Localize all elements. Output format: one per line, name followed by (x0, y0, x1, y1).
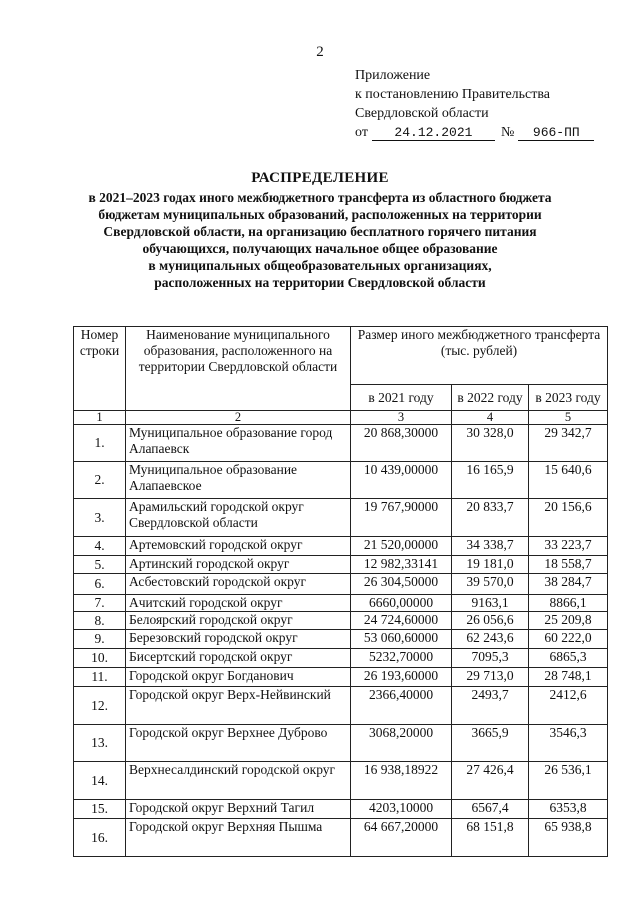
subtitle-line: в муниципальных общеобразовательных организациях, (148, 258, 492, 273)
appendix-line-1: Приложение (355, 68, 431, 83)
subtitle-line: расположенных на территории Свердловской области (154, 275, 486, 290)
subtitle-line: обучающихся, получающих начальное общее образование (142, 241, 498, 256)
table-row (74, 537, 608, 556)
value-2023: 6353,8 (529, 800, 608, 819)
subtitle-line: в 2021–2023 годах иного межбюджетного трансферта из областного бюджета (88, 190, 552, 205)
municipality-name: Бисертский городской округ (126, 649, 351, 668)
document-subtitle (0, 189, 640, 291)
municipality-name: Муниципальное образование Алапаевское (126, 462, 351, 499)
value-2021: 53 060,60000 (351, 630, 452, 649)
municipality-name: Артемовский городской округ (126, 537, 351, 556)
value-2021: 16 938,18922 (351, 762, 452, 800)
value-2021: 12 982,33141 (351, 556, 452, 574)
value-2022: 62 243,6 (452, 630, 529, 649)
table-body (74, 425, 608, 857)
header-year-2023: в 2023 году (529, 385, 608, 411)
value-2022: 26 056,6 (452, 612, 529, 630)
column-index: 5 (529, 411, 608, 425)
row-number: 14. (74, 762, 126, 800)
table-row (74, 668, 608, 687)
municipality-name: Арамильский городской округ Свердловской области (126, 499, 351, 537)
value-2023: 38 284,7 (529, 574, 608, 595)
value-2023: 18 558,7 (529, 556, 608, 574)
header-municipality-name: Наименование муниципального образования, расположенного на территории Свердловской области (126, 327, 351, 411)
row-number: 9. (74, 630, 126, 649)
row-number: 4. (74, 537, 126, 556)
value-2021: 10 439,00000 (351, 462, 452, 499)
value-2022: 29 713,0 (452, 668, 529, 687)
value-2021: 26 304,50000 (351, 574, 452, 595)
value-2023: 28 748,1 (529, 668, 608, 687)
municipality-name: Городской округ Богданович (126, 668, 351, 687)
appendix-line-2: к постановлению Правительства (355, 87, 551, 102)
column-index: 3 (351, 411, 452, 425)
value-2021: 64 667,20000 (351, 819, 452, 857)
municipality-name: Артинский городской округ (126, 556, 351, 574)
value-2023: 2412,6 (529, 687, 608, 725)
table-row (74, 574, 608, 595)
table-row (74, 725, 608, 762)
table-row (74, 462, 608, 499)
header-year-2022: в 2022 году (452, 385, 529, 411)
value-2023: 15 640,6 (529, 462, 608, 499)
municipality-name: Белоярский городской округ (126, 612, 351, 630)
table-row (74, 800, 608, 819)
row-number: 5. (74, 556, 126, 574)
municipality-name: Асбестовский городской округ (126, 574, 351, 595)
row-number: 12. (74, 687, 126, 725)
row-number: 1. (74, 425, 126, 462)
value-2021: 6660,00000 (351, 595, 452, 612)
value-2023: 26 536,1 (529, 762, 608, 800)
value-2023: 33 223,7 (529, 537, 608, 556)
value-2022: 6567,4 (452, 800, 529, 819)
municipality-name: Ачитский городской округ (126, 595, 351, 612)
value-2022: 3665,9 (452, 725, 529, 762)
value-2021: 19 767,90000 (351, 499, 452, 537)
table-row (74, 499, 608, 537)
table-row (74, 819, 608, 857)
value-2023: 60 222,0 (529, 630, 608, 649)
decree-date: 24.12.2021 (372, 125, 495, 141)
row-number: 7. (74, 595, 126, 612)
row-number: 3. (74, 499, 126, 537)
table-row (74, 612, 608, 630)
value-2021: 3068,20000 (351, 725, 452, 762)
value-2021: 24 724,60000 (351, 612, 452, 630)
municipality-name: Верхнесалдинский городской округ (126, 762, 351, 800)
value-2022: 30 328,0 (452, 425, 529, 462)
document-title: РАСПРЕДЕЛЕНИЕ (251, 170, 389, 186)
distribution-table (73, 326, 608, 857)
municipality-name: Городской округ Верхнее Дуброво (126, 725, 351, 762)
subtitle-line: бюджетам муниципальных образований, расположенных на территории (98, 207, 542, 222)
value-2022: 27 426,4 (452, 762, 529, 800)
header-year-2021: в 2021 году (351, 385, 452, 411)
value-2021: 4203,10000 (351, 800, 452, 819)
row-number: 15. (74, 800, 126, 819)
table-row (74, 425, 608, 462)
row-number: 2. (74, 462, 126, 499)
row-number: 16. (74, 819, 126, 857)
table-row (74, 687, 608, 725)
row-number: 8. (74, 612, 126, 630)
column-index: 1 (74, 411, 126, 425)
value-2023: 20 156,6 (529, 499, 608, 537)
value-2023: 65 938,8 (529, 819, 608, 857)
date-label: от (355, 125, 368, 140)
municipality-name: Муниципальное образование город Алапаевск (126, 425, 351, 462)
value-2022: 39 570,0 (452, 574, 529, 595)
value-2021: 2366,40000 (351, 687, 452, 725)
column-index: 2 (126, 411, 351, 425)
row-number: 10. (74, 649, 126, 668)
row-number: 13. (74, 725, 126, 762)
municipality-name: Березовский городской округ (126, 630, 351, 649)
value-2023: 6865,3 (529, 649, 608, 668)
subtitle-line: Свердловской области, на организацию бесплатного горячего питания (103, 224, 537, 239)
appendix-line-3: Свердловской области (355, 106, 489, 121)
value-2022: 34 338,7 (452, 537, 529, 556)
number-label: № (500, 125, 515, 140)
table-row (74, 649, 608, 668)
row-number: 6. (74, 574, 126, 595)
value-2021: 20 868,30000 (351, 425, 452, 462)
value-2022: 68 151,8 (452, 819, 529, 857)
municipality-name: Городской округ Верхний Тагил (126, 800, 351, 819)
value-2022: 2493,7 (452, 687, 529, 725)
decree-number: 966-ПП (518, 125, 594, 141)
value-2023: 29 342,7 (529, 425, 608, 462)
appendix-block (355, 66, 594, 142)
value-2022: 9163,1 (452, 595, 529, 612)
header-transfer-amount: Размер иного межбюджетного трансферта (тыс. рублей) (351, 327, 608, 385)
table-row (74, 630, 608, 649)
municipality-name: Городской округ Верхняя Пышма (126, 819, 351, 857)
title-block (0, 170, 640, 291)
row-number: 11. (74, 668, 126, 687)
value-2023: 3546,3 (529, 725, 608, 762)
municipality-name: Городской округ Верх-Нейвинский (126, 687, 351, 725)
column-index: 4 (452, 411, 529, 425)
page-number: 2 (316, 44, 324, 60)
table-row (74, 762, 608, 800)
value-2021: 5232,70000 (351, 649, 452, 668)
column-index-row (74, 411, 608, 425)
value-2021: 21 520,00000 (351, 537, 452, 556)
value-2022: 19 181,0 (452, 556, 529, 574)
value-2023: 8866,1 (529, 595, 608, 612)
value-2022: 20 833,7 (452, 499, 529, 537)
value-2021: 26 193,60000 (351, 668, 452, 687)
value-2022: 7095,3 (452, 649, 529, 668)
table-row (74, 556, 608, 574)
value-2022: 16 165,9 (452, 462, 529, 499)
header-row-number: Номер строки (74, 327, 126, 411)
table-row (74, 595, 608, 612)
appendix-date-line (355, 123, 594, 142)
value-2023: 25 209,8 (529, 612, 608, 630)
